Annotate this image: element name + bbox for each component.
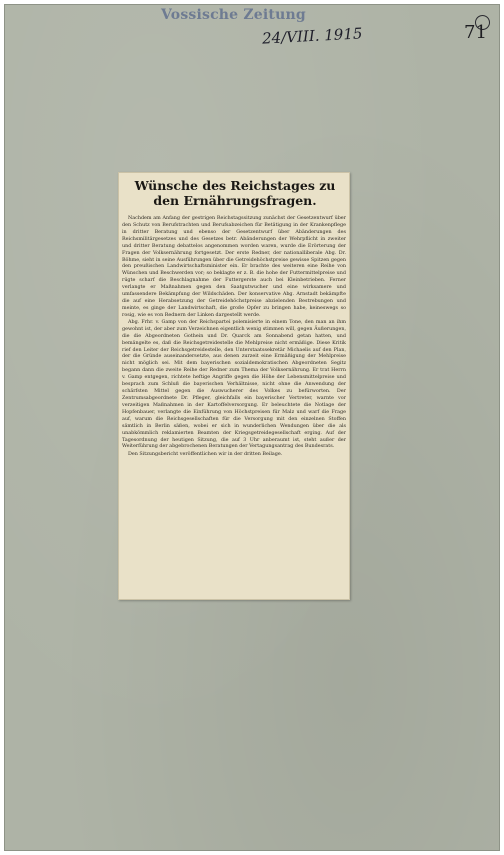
article-headline: Wünsche des Reichstages zu den Ernährungsfragen.	[134, 178, 336, 208]
page-number: 71	[464, 22, 487, 43]
article-paragraph: Abg. Frhr. v. Gamp von der Reichspartei polemisierte in einem Tone, den man an ihm gewohnt ist, der aber zum Verzeichnen eigentlich wenig stimmen will, gegen Äußerungen, die die Abgeordneten Gothein und Dr. Quarck am Sonnabend getan hatten, und bemängelte es, daß die Reichsgetreidestelle die Mehlpreise nicht ermäßige. Diese Kritik rief den Leiter der Reichsgetreidestelle, den Unterstaatssekretär Michaelis auf den Plan, der die Gründe auseinandersetzte, aus denen zurzeit eine Ermäßigung der Mehlpreise nicht möglich sei. Mit dem bayerischen sozialdemokratischen Abgeordneten Segitz begann dann die zweite Reihe der Redner zum Thema der Volksernährung. Er trat Herrn v. Gamp entgegen, richtete heftige Angriffe gegen die Höhe der Lebensmittelpreise und besprach zum Schluß die bayerischen Verhältnisse, nicht ohne die Anwendung der schärfsten Mittel gegen die Auswucherer des Volkes zu befürworten. Der Zentrumsabgeordnete Dr. Pfleger, gleichfalls ein bayerischer Vertreter, warnte vor verzeitigen Maßnahmen in der Kartoffelversorgung. Er beleuchtete die Notlage der Hopfenbauer, verlangte die Einführung von Höchstpreisen für Malz und warf die Frage auf, warum die Reichsgesellschaften für die Versorgung mit den einzelnen Stoffen sämtlich in Berlin säßen, wobei er sich in wunderlichen Wendungen über die als unabkömmlich reklamierten Beamten der Kriegsgetreidegesellschaft erging. Auf der Tagesordnung der heutigen Sitzung, die auf 3 Uhr anberaumt ist, steht außer der Weiterführung der abgebrochenen Beratungen der Vertagungsantrag des Bundesrats.	[122, 318, 346, 450]
newspaper-stamp: Vossische Zeitung	[161, 7, 306, 23]
article-paragraph: Nachdem am Anfang der gestrigen Reichstagssitzung zunächst der Gesetzentwurf über den Schutz von Berufstrachten und Berufsabzeichen für Betätigung in der Krankenpflege in dritter Beratung und ebenso der Gesetzentwurf über Abänderungen des Reichsmilitärgesetzes und des Gesetzes betr. Abänderungen der Wehrpflicht in zweiter und dritter Beratung debattelos angenommen worden waren, wurde die Erörterung der Fragen der Volksernährung fortgesetzt. Der erste Redner, der nationalliberale Abg. Dr. Böhme, sieht in seine Ausführungen über die Getreidehöchstpreise gewisse Spitzen gegen den preußischen Landwirtschaftsminister ein. Er brachte des weiteren eine Reihe von Wünschen und Beschwerden vor; so beklagte er z. B. die hohe der Futtermittelpreise und rügte scharf die Beschlagnahme der Futtergerste auch bei Kleinbetrieben. Ferner verlangte er Maßnahmen gegen den Saatgutwucher und eine wirksamere und umfassendere Bekämpfung der Wildschäden. Der konservative Abg. Arnstadt bekämpfte die auf eine Herabsetzung der Getreidehöchstpreise abzielenden Bestrebungen und meinte, es ginge der Landwirtschaft, die große Opfer zu bringen habe, keineswegs so rosig, wie es von Rednern der Linken dargestellt werde.	[122, 215, 346, 318]
article-body	[122, 215, 346, 600]
article-footer-note: Den Sitzungsbericht veröffentlichen wir in der dritten Beilage.	[128, 451, 283, 458]
newspaper-clipping	[118, 172, 350, 600]
handwritten-date: 24/VIII. 1915	[261, 24, 363, 48]
